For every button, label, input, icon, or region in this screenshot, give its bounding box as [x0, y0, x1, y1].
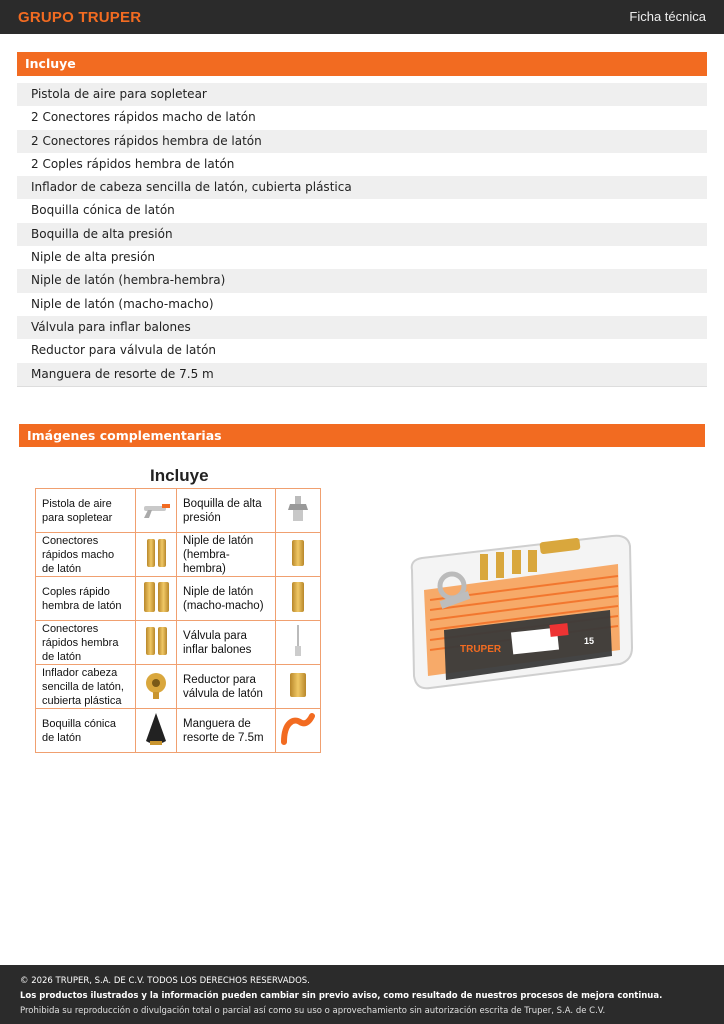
list-item: Niple de latón (hembra-hembra) — [17, 269, 707, 292]
table-row — [36, 621, 321, 665]
section-images-title: Imágenes complementarias — [19, 424, 705, 447]
nipple-mm-icon — [276, 577, 321, 621]
high-pressure-nozzle-icon — [276, 489, 321, 533]
section-includes-title: Incluye — [17, 52, 707, 76]
female-connectors-icon — [136, 621, 177, 665]
male-connectors-icon — [136, 533, 177, 577]
list-item: Boquilla de alta presión — [17, 223, 707, 246]
table-row — [36, 709, 321, 753]
figure-label: Boquilla cónica de latón — [36, 709, 136, 753]
list-item: Válvula para inflar balones — [17, 316, 707, 339]
list-item: Pistola de aire para sopletear — [17, 83, 707, 106]
table-row — [36, 489, 321, 533]
coil-hose-icon — [276, 709, 321, 753]
figure-label: Válvula para inflar balones — [177, 621, 276, 665]
figure-label: Niple de latón (macho-macho) — [177, 577, 276, 621]
includes-list — [17, 83, 707, 386]
product-box-image — [400, 530, 634, 690]
valve-reducer-icon — [276, 665, 321, 709]
footer-copyright: © 2026 TRUPER, S.A. DE C.V. TODOS LOS DERECHOS RESERVADOS. — [20, 976, 310, 986]
list-item: Inflador de cabeza sencilla de latón, cubierta plástica — [17, 176, 707, 199]
box-count-text: 15 — [584, 636, 595, 646]
table-row — [36, 577, 321, 621]
list-item: Niple de alta presión — [17, 246, 707, 269]
header-title: Ficha técnica — [629, 9, 706, 24]
page-footer — [0, 965, 724, 1024]
divider — [17, 386, 707, 387]
page-header — [0, 0, 724, 34]
list-item: 2 Conectores rápidos hembra de latón — [17, 130, 707, 153]
conical-nozzle-icon — [136, 709, 177, 753]
list-item: Niple de latón (macho-macho) — [17, 293, 707, 316]
figure-label: Reductor para válvula de latón — [177, 665, 276, 709]
figure-label: Inflador cabeza sencilla de latón, cubierta plástica — [36, 665, 136, 709]
figure-label: Conectores rápidos macho de latón — [36, 533, 136, 577]
box-brand-text: TRUPER — [460, 644, 502, 655]
list-item: 2 Conectores rápidos macho de latón — [17, 106, 707, 129]
figure-label: Pistola de aire para sopletear — [36, 489, 136, 533]
table-row — [36, 533, 321, 577]
nipple-ff-icon — [276, 533, 321, 577]
footer-legal: Prohibida su reproducción o divulgación total o parcial así como su uso o aprovechamiento sin autorización escrita de Truper, S.A. de C.V. — [20, 1006, 606, 1016]
inflator-chuck-icon — [136, 665, 177, 709]
list-item: Reductor para válvula de latón — [17, 339, 707, 362]
female-couplers-icon — [136, 577, 177, 621]
list-item: Manguera de resorte de 7.5 m — [17, 363, 707, 386]
figure-label: Niple de latón (hembra-hembra) — [177, 533, 276, 577]
brand-logo: GRUPO TRUPER — [18, 9, 142, 26]
air-gun-icon — [136, 489, 177, 533]
list-item: 2 Coples rápidos hembra de latón — [17, 153, 707, 176]
figure-label: Coples rápido hembra de latón — [36, 577, 136, 621]
list-item: Boquilla cónica de latón — [17, 199, 707, 222]
figure-label: Conectores rápidos hembra de latón — [36, 621, 136, 665]
table-row — [36, 665, 321, 709]
figure-label: Manguera de resorte de 7.5m — [177, 709, 276, 753]
footer-notice: Los productos ilustrados y la información pueden cambiar sin previo aviso, como resultado de nuestros procesos de mejora continua. — [20, 991, 663, 1001]
figure-title: Incluye — [150, 466, 209, 485]
figure-label: Boquilla de alta presión — [177, 489, 276, 533]
ball-inflation-needle-icon — [276, 621, 321, 665]
contents-figure-table — [35, 488, 321, 753]
